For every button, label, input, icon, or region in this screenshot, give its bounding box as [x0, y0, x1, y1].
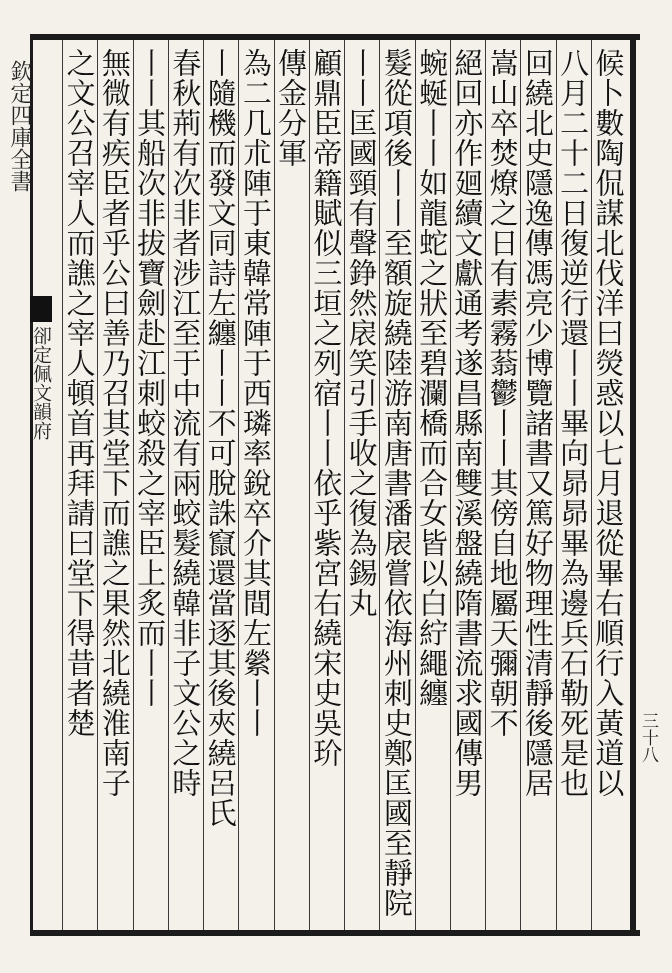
text-column: 絕回亦作廻續文獻通考遂昌縣南雙溪盤繞隋書流求國傳男	[450, 48, 485, 798]
margin-book-title: 卻定佩文韻府	[30, 326, 52, 440]
text-column: 嵩山卒焚燎之日有素霧蓊鬱丨丨其傍自地屬天彌朝不	[485, 48, 520, 738]
text-column: 顧鼎臣帝籍賦似三垣之列宿丨丨依乎紫宮右繞宋史吳玠	[309, 48, 344, 768]
text-column: 蜿蜒丨丨如龍蛇之狀至碧瀾橋而合女皆以白紵繩纏	[415, 48, 450, 708]
text-column: 回繞北史隱逸傳馮亮少博覽諸書又篤好物理性清靜後隱居	[520, 48, 555, 798]
frame-top-border	[30, 34, 640, 40]
column-rule	[62, 40, 63, 930]
margin-page-number: 三十八	[638, 712, 658, 763]
text-column: 春秋荊有次非者涉江至于中流有兩蛟髮繞韓非子文公之時	[168, 48, 203, 798]
text-column: 無微有疾臣者乎公曰善乃召其堂下而譙之果然北繞淮南子	[97, 48, 132, 798]
text-column: 候卜數陶侃謀北伐洋曰熒惑以七月退從畢右順行入黃道以	[591, 48, 626, 798]
text-column: 丨丨匡國頸有聲錚然扆笑引手收之復為錫丸	[344, 48, 379, 618]
margin-title: 欽定四庫全書	[7, 60, 32, 192]
text-column: 髮從項後丨丨至額旋繞陸游南唐書潘扆嘗依海州刺史鄭匡國至靜院	[379, 48, 414, 918]
text-column: 之文公召宰人而譙之宰人頓首再拜請曰堂下得昔者楚	[62, 48, 97, 738]
fishtail-mark	[30, 296, 52, 322]
text-column: 傳金分軍	[274, 48, 309, 168]
text-column: 為二几朮陣于東韓常陣于西璘率銳卒介其間左縈丨丨	[238, 48, 273, 738]
text-column: 八月二十二日復逆行還丨丨畢向昴昴畢為邊兵石勒死是也	[556, 48, 591, 798]
text-column: 丨丨其船次非拔寶劍赴江刺蛟殺之宰臣上炙而丨丨	[133, 48, 168, 708]
frame-bottom-border	[30, 930, 640, 936]
text-column: 丨隨機而發文同詩左纏丨丨不可脫誅竄還當逐其後夾繞呂氏	[203, 48, 238, 828]
